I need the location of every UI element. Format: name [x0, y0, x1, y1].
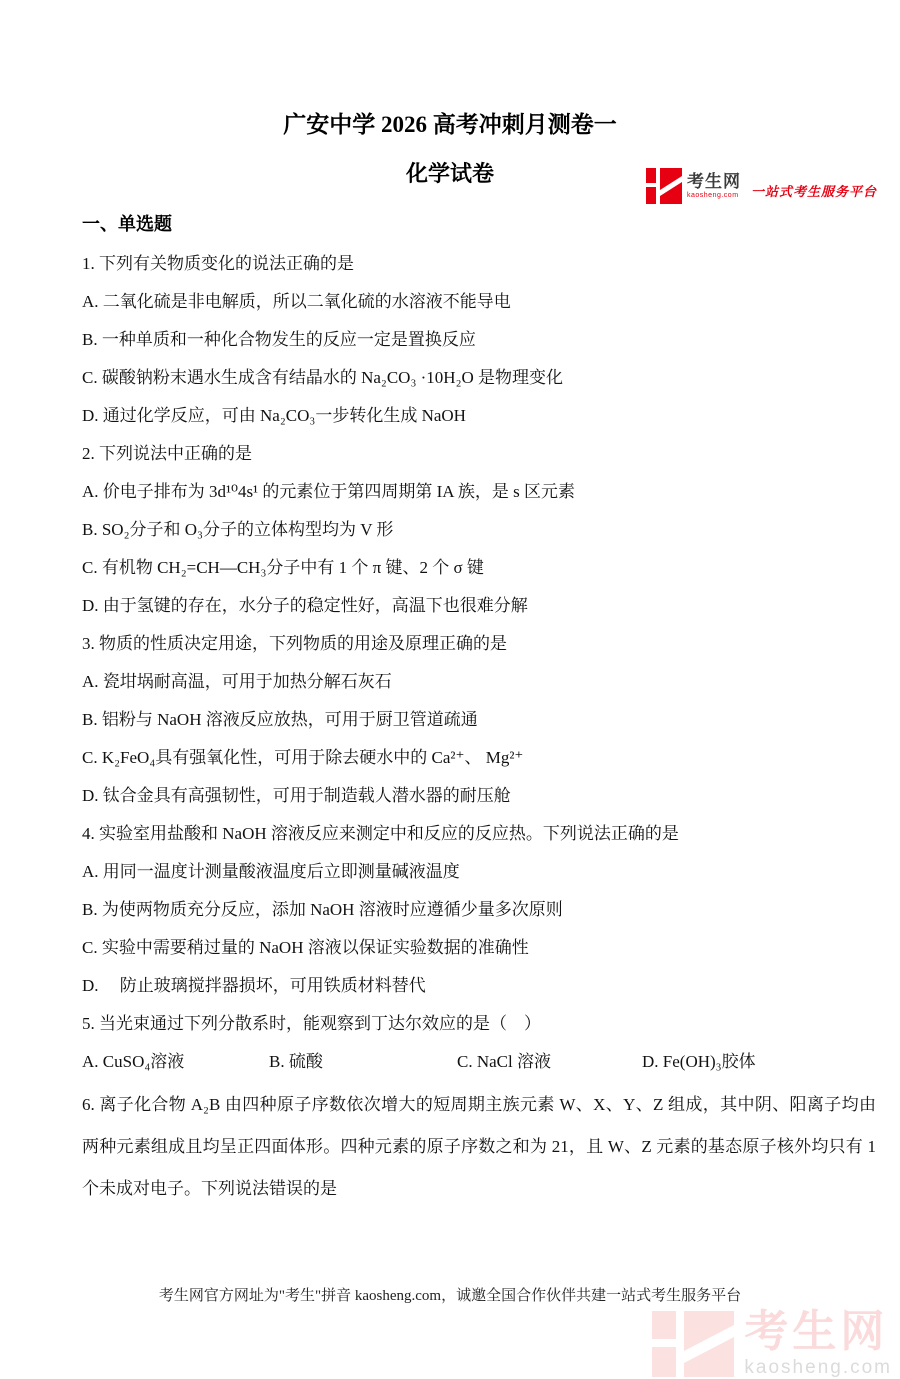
- exam-body: [0, 210, 900, 1210]
- question-4-option-c: C. 实验中需要稍过量的 NaOH 溶液以保证实验数据的准确性: [82, 938, 529, 957]
- question-1-stem: 1. 下列有关物质变化的说法正确的是: [82, 254, 354, 273]
- logo-tagline-text: 一站式考生服务平台: [751, 184, 878, 199]
- question-3-option-b: B. 铝粉与 NaOH 溶液反应放热，可用于厨卫管道疏通: [82, 710, 478, 729]
- logo-brand-text: 考生网: [687, 172, 741, 191]
- question-3-option-d: D. 钛合金具有高强韧性，可用于制造载人潜水器的耐压舱: [82, 786, 511, 805]
- question-2-option-b: B. SO₂分子和 O₃分子的立体构型均为 V 形: [82, 520, 394, 539]
- question-5-option-b: B. 硫酸: [269, 1052, 323, 1071]
- kaosheng-watermark: [652, 1307, 892, 1378]
- kaosheng-logo-icon: [646, 168, 682, 204]
- question-5-option-d: D. Fe(OH)₃胶体: [642, 1052, 756, 1071]
- question-1-option-a: A. 二氧化硫是非电解质，所以二氧化硫的水溶液不能导电: [82, 292, 511, 311]
- question-3-stem: 3. 物质的性质决定用途，下列物质的用途及原理正确的是: [82, 634, 507, 653]
- question-4-option-d: D. 防止玻璃搅拌器损坏，可用铁质材料替代: [82, 976, 426, 995]
- question-5-stem: 5. 当光束通过下列分散系时，能观察到丁达尔效应的是（ ）: [82, 1014, 541, 1033]
- question-1-option-b: B. 一种单质和一种化合物发生的反应一定是置换反应: [82, 330, 476, 349]
- footer-note: 考生网官方网址为"考生"拼音 kaosheng.com，诚邀全国合作伙伴共建一站式考生服务平台: [158, 1288, 742, 1304]
- question-5-options-row: [82, 1052, 876, 1072]
- page-title: 广安中学 2026 高考冲刺月测卷一: [283, 112, 617, 137]
- exam-page: [0, 106, 900, 1379]
- question-2-option-d: D. 由于氢键的存在，水分子的稳定性好，高温下也很难分解: [82, 596, 528, 615]
- question-5-option-a: A. CuSO₄溶液: [82, 1052, 185, 1071]
- question-6-stem: 6. 离子化合物 A₂B 由四种原子序数依次增大的短周期主族元素 W、X、Y、Z 组成，其中阴、阳离子均由两种元素组成且均呈正四面体形。四种元素的原子序数之和为 21，且 W、Z 元素的基态原子核外均只有 1 个未成对电子。下列说法错误的是: [82, 1095, 876, 1198]
- kaosheng-logo: [646, 168, 877, 204]
- logo-text-block: [687, 173, 741, 199]
- question-3-option-a: A. 瓷坩埚耐高温，可用于加热分解石灰石: [82, 672, 392, 691]
- logo-domain-text: kaosheng.com: [687, 192, 739, 199]
- question-1-option-c: C. 碳酸钠粉末遇水生成含有结晶水的 Na₂CO₃ ·10H₂O 是物理变化: [82, 368, 564, 387]
- section-heading: 一、单选题: [82, 214, 172, 234]
- kaosheng-watermark-icon: [652, 1311, 734, 1377]
- question-3-option-c: C. K₂FeO₄具有强氧化性，可用于除去硬水中的 Ca²⁺、 Mg²⁺: [82, 748, 524, 767]
- question-2-stem: 2. 下列说法中正确的是: [82, 444, 252, 463]
- question-4-option-a: A. 用同一温度计测量酸液温度后立即测量碱液温度: [82, 862, 460, 881]
- watermark-domain-text: kaosheng.com: [744, 1357, 892, 1378]
- question-5-option-c: C. NaCl 溶液: [457, 1052, 551, 1071]
- question-2-option-a: A. 价电子排布为 3d¹⁰4s¹ 的元素位于第四周期第 IA 族，是 s 区元素: [82, 482, 576, 501]
- watermark-brand-text: 考生网: [744, 1307, 889, 1356]
- question-4-stem: 4. 实验室用盐酸和 NaOH 溶液反应来测定中和反应的反应热。下列说法正确的是: [82, 824, 679, 843]
- watermark-text-block: [744, 1307, 892, 1378]
- question-2-option-c: C. 有机物 CH₂=CH—CH₃分子中有 1 个 π 键、2 个 σ 键: [82, 558, 484, 577]
- question-1-option-d: D. 通过化学反应，可由 Na₂CO₃一步转化生成 NaOH: [82, 406, 466, 425]
- question-4-option-b: B. 为使两物质充分反应，添加 NaOH 溶液时应遵循少量多次原则: [82, 900, 563, 919]
- page-subtitle: 化学试卷: [405, 161, 494, 186]
